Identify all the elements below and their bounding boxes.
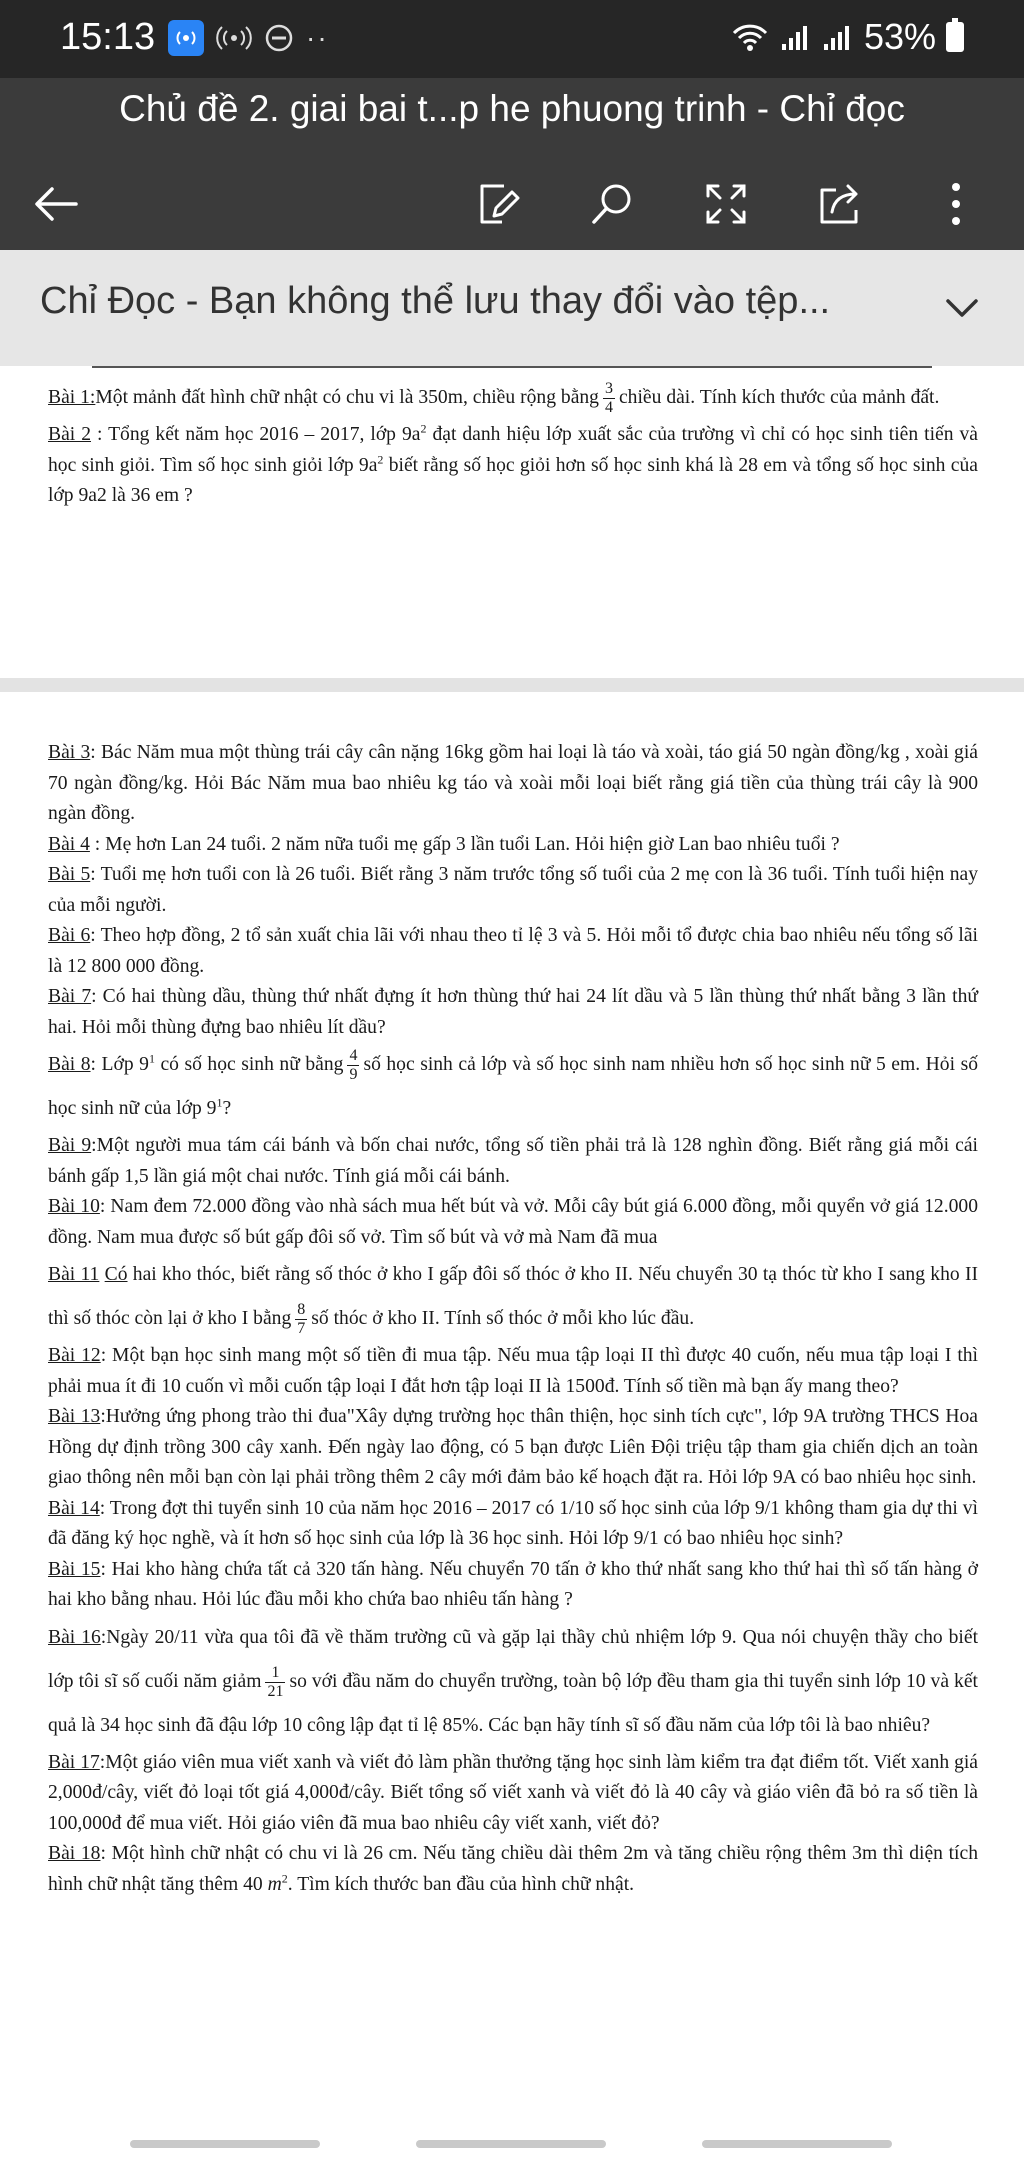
problem-16: Bài 16:Ngày 20/11 vừa qua tôi đã về thăm trường cũ và gặp lại thầy chủ nhiệm lớp 9. Qua nói chuyện thầy cho biết lớp tôi sĩ số cuối năm giảm $\frac{1}{21}$ so với đầu năm do chuyển trường, toàn bộ lớp đều tham gia thi tuyển sinh lớp 10 và kết quả là 34 học sinh đã đậu lớp 10 công lập đạt tỉ lệ 85%. Các bạn hãy tính sĩ số đầu năm của lớp tôi là bao nhiêu? — [48, 1626, 979, 1736]
nav-home-gesture[interactable] — [416, 2140, 606, 2148]
chevron-down-icon[interactable] — [940, 286, 984, 330]
signal-strength-icon-2 — [822, 22, 854, 52]
fraction: $\frac{3}{4}$ — [604, 380, 613, 416]
document-title: Chủ đề 2. giai bai t...p he phuong trinh - Chỉ đọc — [119, 88, 905, 129]
problem-5: Bài 5: Tuổi mẹ hơn tuổi con là 26 tuổi. Biết rằng 3 năm trước tổng số tuổi của 2 mẹ con là 36 tuổi. Tính tuổi hiện nay của mỗi người. — [48, 864, 979, 916]
status-time: 15:13 — [60, 16, 156, 58]
wifi-icon — [730, 21, 770, 53]
navigation-bar — [0, 2126, 1024, 2162]
nfc-signal-icon — [216, 23, 252, 53]
more-options-icon[interactable] — [924, 172, 988, 236]
more-notifications-icon: ·· — [306, 22, 329, 53]
problem-13: Bài 13:Hưởng ứng phong trào thi đua"Xây dựng trường học thân thiện, học sinh tích cực", lớp 9A trường THCS Hoa Hồng dự định trồng 300 cây xanh. Đến ngày lao động, có 5 bạn được Liên Đội triệu tập tham gia chiến dịch an toàn giao thông nên mỗi bạn còn lại phải trồng thêm 2 cây mới đảm bảo kế hoạch đặt ra. Hỏi lớp 9A có bao nhiêu học sinh. — [48, 1406, 978, 1488]
battery-icon — [946, 22, 964, 52]
share-icon[interactable] — [808, 172, 872, 236]
page-top-rule — [92, 366, 932, 368]
page-2-content — [48, 738, 978, 1900]
problem-8: Bài 8: Lớp $9^1$ có số học sinh nữ bằng $\frac{4}{9}$ số học sinh cả lớp và số học sinh nam nhiều hơn số học sinh nữ 5 em. Hỏi số học sinh nữ của lớp $9^1$? — [48, 1047, 978, 1119]
problem-15: Bài 15: Hai kho hàng chứa tất cả 320 tấn hàng. Nếu chuyển 70 tấn ở kho thứ nhất sang kho thứ hai thì số tấn hàng ở hai kho bằng nhau. Hỏi lúc đầu mỗi kho chứa bao nhiêu tấn hàng ? — [48, 1558, 979, 1610]
battery-percent: 53% — [863, 16, 936, 57]
status-bar — [0, 0, 1024, 78]
search-icon[interactable] — [580, 172, 644, 236]
document-view[interactable] — [0, 366, 1024, 2162]
document-page-2 — [0, 692, 1024, 2162]
fraction: $\frac{8}{7}$ — [297, 1301, 306, 1337]
app-header — [0, 78, 1024, 250]
problem-2: Bài 2 : Tổng kết năm học 2016 – 2017, lớp $9a^2$ đạt danh hiệu lớp xuất sắc của trường vì chỉ có học sinh tiên tiến và học sinh giỏi. Tìm số học sinh giỏi lớp $9a^2$ biết rằng số học giỏi hơn số học sinh khá là 28 em và tổng số học sinh của lớp 9a2 là 36 em ? — [48, 421, 979, 506]
problem-7: Bài 7: Có hai thùng dầu, thùng thứ nhất đựng ít hơn thùng thứ hai 24 lít dầu và 5 lần thùng thứ nhất bằng 3 lần thứ hai. Hỏi mỗi thùng đựng bao nhiêu lít dầu? — [48, 986, 978, 1038]
hotspot-icon — [168, 20, 204, 56]
signal-strength-icon-1 — [780, 22, 812, 52]
problem-10: Bài 10: Nam đem 72.000 đồng vào nhà sách mua hết bút và vở. Mỗi cây bút giá 6.000 đồng, mỗi quyển vở giá 12.000 đồng. Nam mua được số bút gấp đôi số vở. Tìm số bút và vở mà Nam đã mua — [48, 1196, 979, 1248]
back-arrow-icon[interactable] — [24, 172, 88, 236]
page-1-content — [48, 376, 978, 512]
status-right-icons — [730, 16, 964, 58]
do-not-disturb-icon — [264, 23, 294, 53]
fraction: $\frac{1}{21}$ — [267, 1663, 284, 1700]
problem-18: Bài 18: Một hình chữ nhật có chu vi là 26 cm. Nếu tăng chiều dài thêm 2m và tăng chiều rộng thêm 3m thì diện tích hình chữ nhật tăng thêm 40 $m^2$. Tìm kích thước ban đầu của hình chữ nhật. — [48, 1843, 978, 1895]
toolbar — [0, 158, 1024, 250]
problem-9: Bài 9:Một người mua tám cái bánh và bốn chai nước, tổng số tiền phải trả là 128 nghìn đồng. Biết rằng giá mỗi cái bánh gấp 1,5 lần giá một chai nước. Tính giá mỗi cái bánh. — [48, 1135, 979, 1187]
page-separator — [0, 678, 1024, 692]
document-page-1 — [0, 366, 1024, 678]
fullscreen-icon[interactable] — [694, 172, 758, 236]
read-only-banner[interactable] — [0, 250, 1024, 366]
nav-back-gesture[interactable] — [130, 2140, 320, 2148]
fraction: $\frac{4}{9}$ — [349, 1047, 358, 1083]
nav-recents-gesture[interactable] — [702, 2140, 892, 2148]
read-only-message: Chỉ Đọc - Bạn không thể lưu thay đổi vào tệp... — [40, 280, 831, 322]
problem-11: Bài 11 Có hai kho thóc, biết rằng số thóc ở kho I gấp đôi số thóc ở kho II. Nếu chuyển 30 tạ thóc từ kho I sang kho II thì số thóc còn lại ở kho I bằng $\frac{8}{7}$ số thóc ở kho II. Tính số thóc ở mỗi kho lúc đầu. — [48, 1264, 978, 1337]
status-left-icons — [168, 20, 329, 56]
problem-1: Bài 1:Một mảnh đất hình chữ nhật có chu vi là 350m, chiều rộng bằng $\frac{3}{4}$ chiều dài. Tính kích thước của mảnh đất. — [48, 380, 940, 416]
problem-12: Bài 12: Một bạn học sinh mang một số tiền đi mua tập. Nếu mua tập loại II thì được 40 cuốn, nếu mua tập loại I thì phải mua ít đi 10 cuốn vì mỗi cuốn tập loại I đắt hơn tập loại II là 1500đ. Tính số tiền mà bạn ấy mang theo? — [48, 1345, 978, 1397]
problem-4: Bài 4 : Mẹ hơn Lan 24 tuổi. 2 năm nữa tuổi mẹ gấp 3 lần tuổi Lan. Hỏi hiện giờ Lan bao nhiêu tuổi ? — [48, 833, 840, 855]
edit-document-icon[interactable] — [466, 172, 530, 236]
problem-14: Bài 14: Trong đợt thi tuyển sinh 10 của năm học 2016 – 2017 có 1/10 số học sinh của lớp 9/1 không tham gia dự thi vì đã đăng ký học nghề, và ít hơn số học sinh của lớp là 36 học sinh. Hỏi lớp 9/1 có bao nhiêu học sinh? — [48, 1497, 978, 1549]
problem-6: Bài 6: Theo hợp đồng, 2 tổ sản xuất chia lãi với nhau theo tỉ lệ 3 và 5. Hỏi mỗi tổ được chia bao nhiêu nếu tổng số lãi là 12 800 000 đồng. — [48, 925, 979, 977]
problem-3: Bài 3: Bác Năm mua một thùng trái cây cân nặng 16kg gồm hai loại là táo và xoài, táo giá 50 ngàn đồng/kg , xoài giá 70 ngàn đồng/kg. Hỏi Bác Năm mua bao nhiêu kg táo và xoài mỗi loại biết rằng giá tiền của thùng trái cây là 900 ngàn đồng. — [48, 742, 978, 824]
problem-17: Bài 17:Một giáo viên mua viết xanh và viết đỏ làm phần thưởng tặng học sinh làm kiểm tra đạt điểm tốt. Viết xanh giá 2,000đ/cây, viết đỏ loại tốt giá 4,000đ/cây. Biết tổng số viết xanh và viết đỏ là 40 cây và giáo viên đã bỏ ra số tiền là 100,000đ để mua viết. Hỏi giáo viên đã mua bao nhiêu cây viết xanh, viết đỏ? — [48, 1751, 979, 1834]
